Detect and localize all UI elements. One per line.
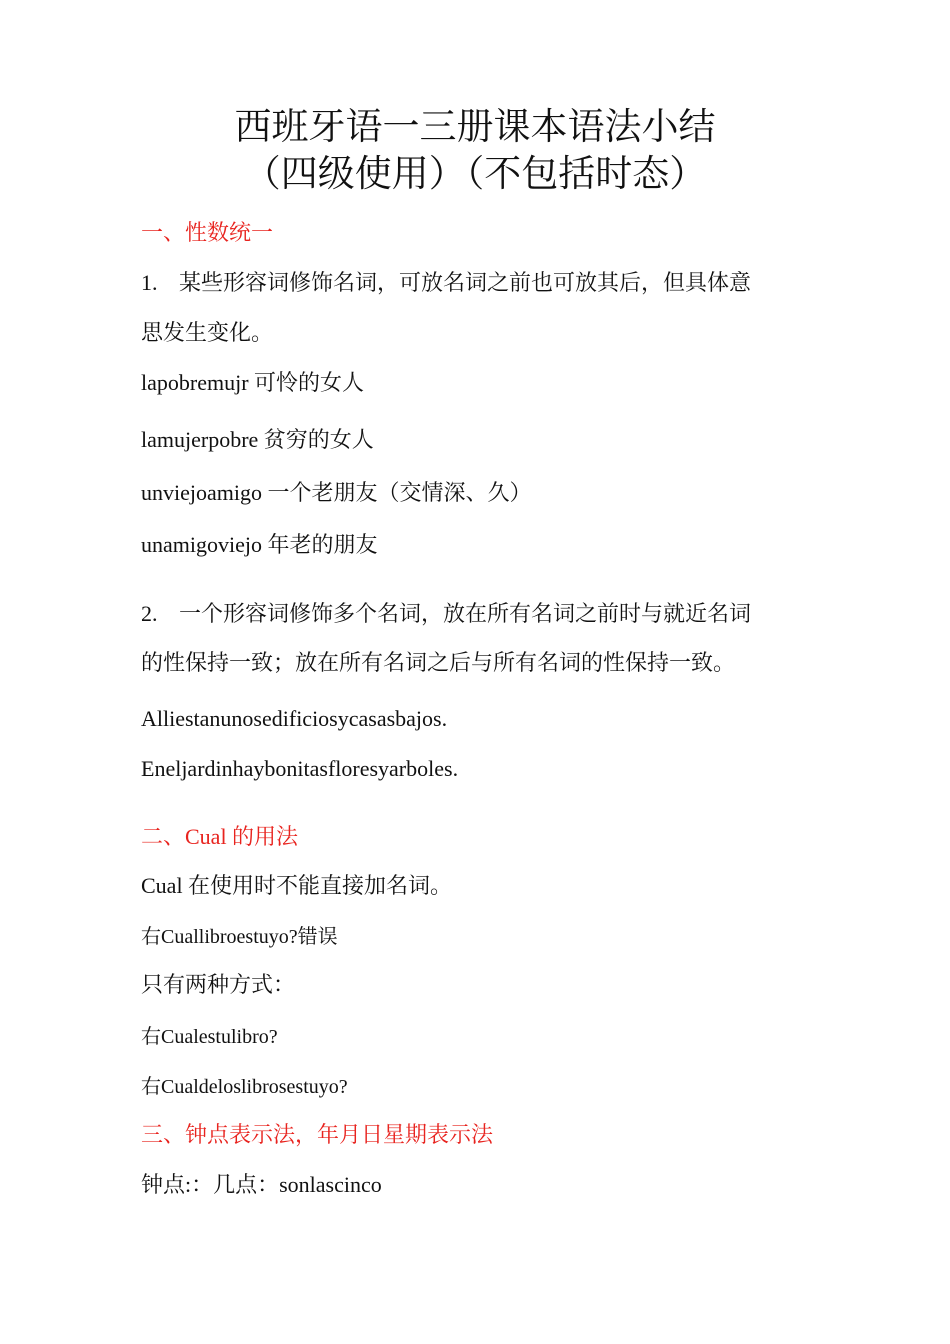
example-line: unviejoamigo 一个老朋友（交情深、久） <box>141 480 532 505</box>
item-2-paragraph <box>141 599 751 629</box>
example-line: Eneljardinhaybonitasfloresyarboles. <box>141 756 459 781</box>
item-1-text-part1: 某些形容词修饰名词，可放名词之前也可放其后，但具体意 <box>179 270 752 295</box>
item-2-text-part1: 一个形容词修饰多个名词，放在所有名词之前时与就近名词 <box>179 601 752 626</box>
section-heading-1: 一、性数统一 <box>141 220 274 245</box>
section-2-intro: Cual 在使用时不能直接加名词。 <box>141 873 453 898</box>
example-line: Alliestanunosedificiosycasasbajos. <box>141 706 448 731</box>
document-title: 西班牙语一三册课本语法小结 <box>234 105 716 148</box>
example-line: lapobremujr 可怜的女人 <box>141 370 365 395</box>
wrong-example-line: 右Cuallibroestuyo?错误 <box>141 926 338 948</box>
document-subtitle: （四级使用）（不包括时态） <box>243 152 707 195</box>
item-1-paragraph <box>141 268 751 298</box>
way-line: 右Cualestulibro? <box>141 1026 278 1048</box>
ways-label: 只有两种方式： <box>141 972 296 997</box>
way-line: 右Cualdeloslibrosestuyo? <box>141 1076 348 1098</box>
item-2-number: 2. <box>141 601 158 626</box>
section-3-line: 钟点:：几点：sonlascinco <box>141 1172 382 1197</box>
item-1-number: 1. <box>141 270 158 295</box>
example-line: unamigoviejo 年老的朋友 <box>141 532 378 557</box>
item-1-text-part2: 思发生变化。 <box>141 320 274 345</box>
item-2-text-part2: 的性保持一致；放在所有名词之后与所有名词的性保持一致。 <box>141 650 736 675</box>
section-heading-3: 三、钟点表示法，年月日星期表示法 <box>141 1122 494 1147</box>
example-line: lamujerpobre 贫穷的女人 <box>141 427 374 452</box>
section-heading-2: 二、Cual 的用法 <box>141 824 299 849</box>
